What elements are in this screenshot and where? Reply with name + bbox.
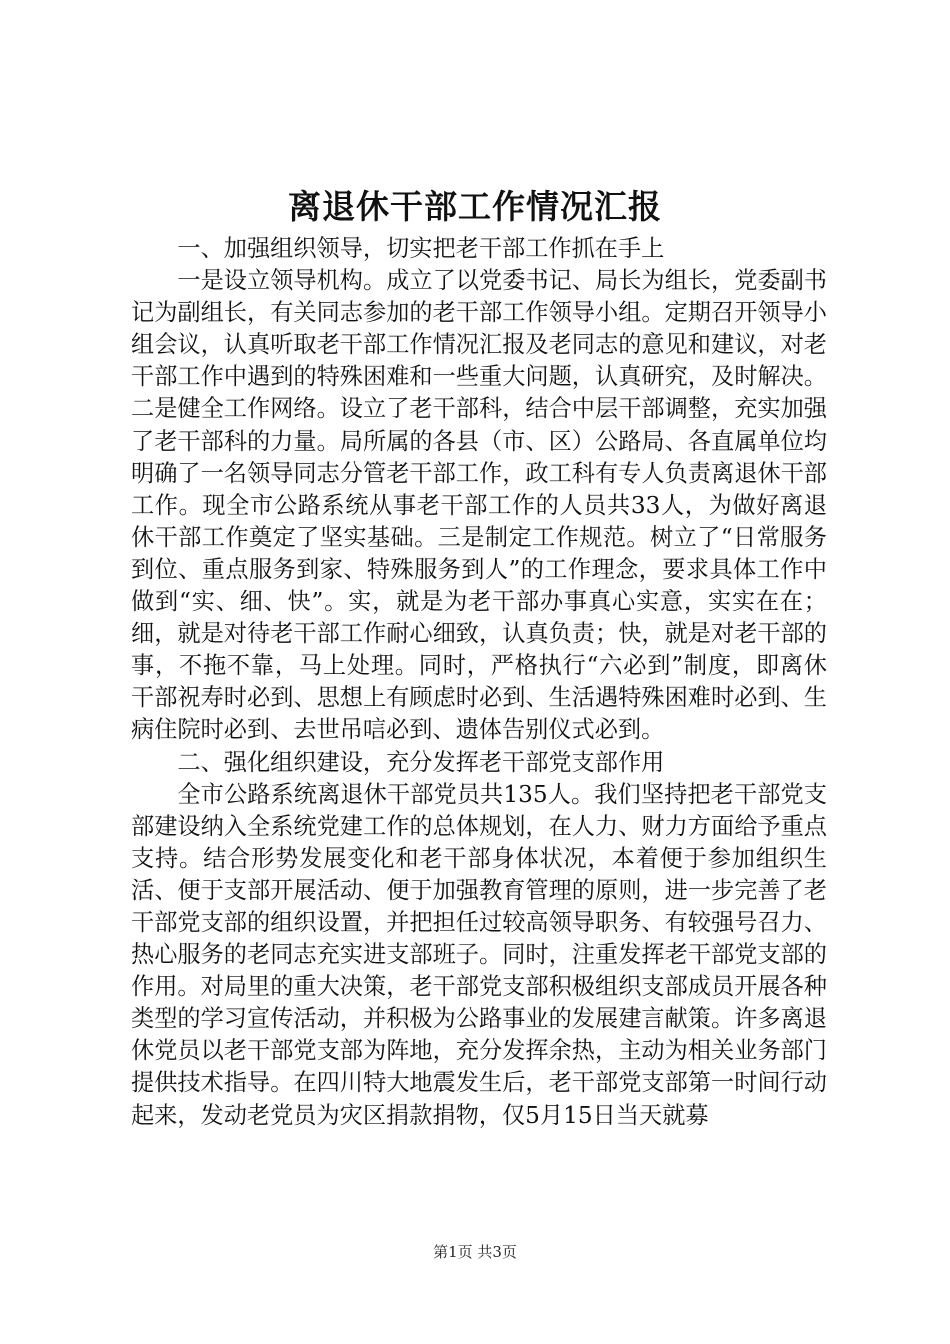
document-body bbox=[131, 233, 827, 1132]
body-paragraph-2: 全市公路系统离退休干部党员共135人。我们坚持把老干部党支部建设纳入全系统党建工作的总体规划，在人力、财力方面给予重点支持。结合形势发展变化和老干部身体状况，本着便于参加组织生活、便于支部开展活动、便于加强教育管理的原则，进一步完善了老干部党支部的组织设置，并把担任过较高领导职务、有较强号召力、热心服务的老同志充实进支部班子。同时，注重发挥老干部党支部的作用。对局里的重大决策，老干部党支部积极组织支部成员开展各种类型的学习宣传活动，并积极为公路事业的发展建言献策。许多离退休党员以老干部党支部为阵地，充分发挥余热，主动为相关业务部门提供技术指导。在四川特大地震发生后，老干部党支部第一时间行动起来，发动老党员为灾区捐款捐物，仅5月15日当天就募 bbox=[131, 780, 827, 1129]
page-number-footer: 第1页 共3页 bbox=[433, 1243, 517, 1261]
section-heading-2: 二、强化组织建设，充分发挥老干部党支部作用 bbox=[177, 748, 665, 776]
section-heading-1: 一、加强组织领导，切实把老干部工作抓在手上 bbox=[177, 235, 665, 262]
body-paragraph-1: 一是设立领导机构。成立了以党委书记、局长为组长，党委副书记为副组长，有关同志参加的老干部工作领导小组。定期召开领导小组会议，认真听取老干部工作情况汇报及老同志的意见和建议，对老干部工作中遇到的特殊困难和一些重大问题，认真研究，及时解决。二是健全工作网络。设立了老干部科，结合中层干部调整，充实加强了老干部科的力量。局所属的各县（市、区）公路局、各直属单位均明确了一名领导同志分管老干部工作，政工科有专人负责离退休干部工作。现全市公路系统从事老干部工作的人员共33人，为做好离退休干部工作奠定了坚实基础。三是制定工作规范。树立了“日常服务到位、重点服务到家、特殊服务到人”的工作理念，要求具体工作中做到“实、细、快”。实，就是为老干部办事真心实意，实实在在；细，就是对待老干部工作耐心细致，认真负责；快，就是对老干部的事，不拖不靠，马上处理。同时，严格执行“六必到”制度，即离休干部祝寿时必到、思想上有顾虑时必到、生活遇特殊困难时必到、生病住院时必到、去世吊唁必到、遗体告别仪式必到。 bbox=[131, 267, 827, 744]
document-title: 离退休干部工作情况汇报 bbox=[288, 187, 662, 226]
